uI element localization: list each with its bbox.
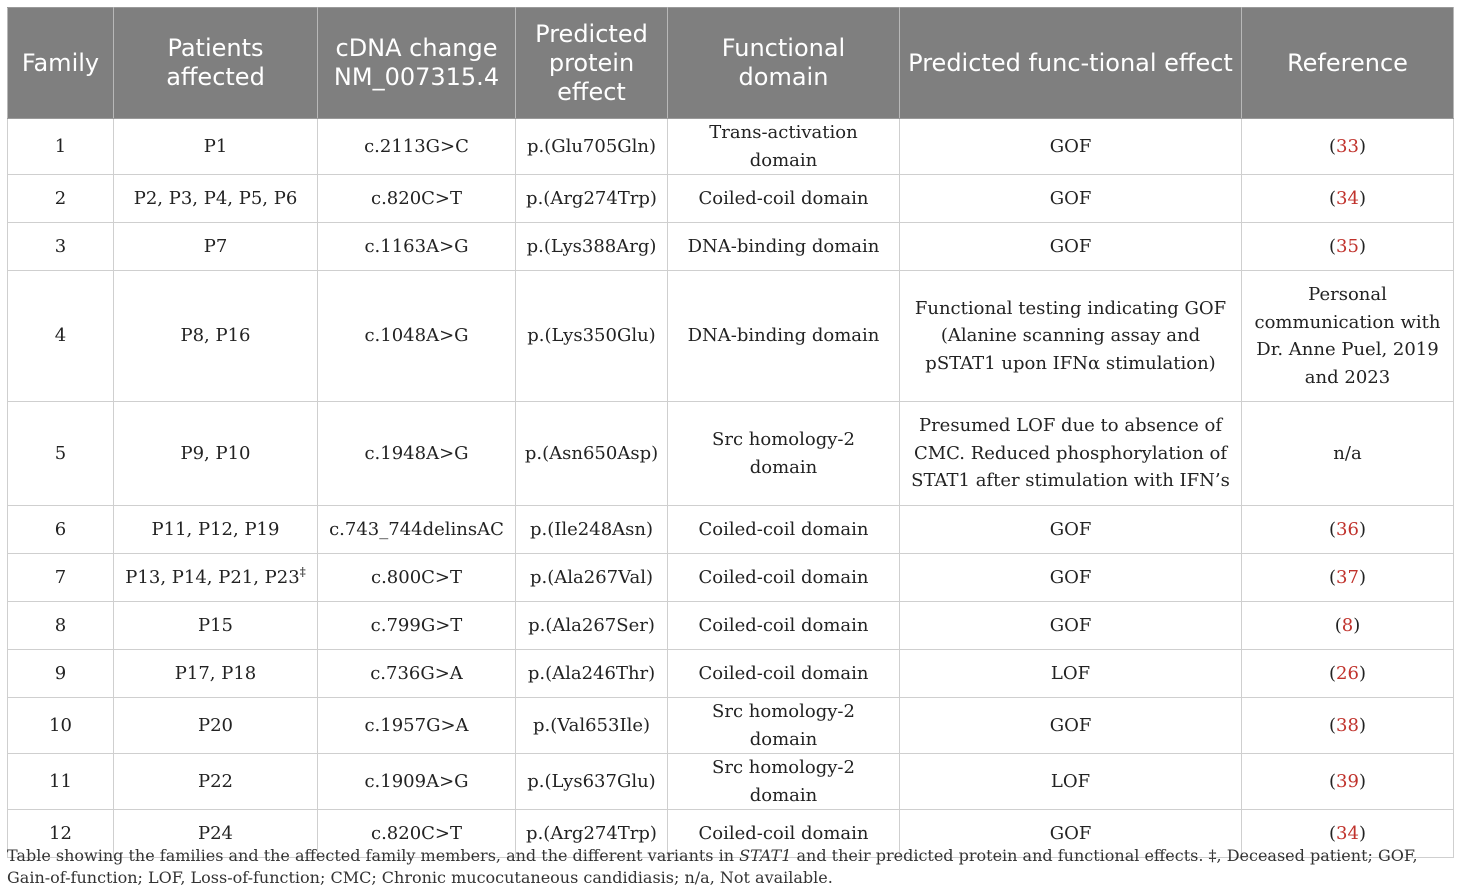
cell-domain: Coiled-coil domain bbox=[668, 810, 900, 858]
cell-protein: p.(Val653Ile) bbox=[516, 698, 668, 754]
header-cdna-change: cDNA change NM_007315.4 bbox=[318, 8, 516, 119]
cell-reference bbox=[1242, 119, 1454, 175]
reference-link[interactable]: 36 bbox=[1336, 518, 1359, 540]
cell-reference bbox=[1242, 554, 1454, 602]
cell-protein: p.(Ala246Thr) bbox=[516, 650, 668, 698]
ref-paren-open: ( bbox=[1329, 518, 1337, 540]
cell-protein: p.(Arg274Trp) bbox=[516, 175, 668, 223]
caption-part2: and their predicted protein and functional effects. ‡, Deceased patient; GOF, Gain-of-function; LOF, Loss-of-function; CMC; Chronic mucocutaneous candidiasis; n/a, Not available. bbox=[7, 846, 1418, 887]
cell-effect: GOF bbox=[900, 810, 1242, 858]
cell-protein: p.(Lys350Glu) bbox=[516, 271, 668, 402]
reference-link[interactable]: 34 bbox=[1336, 187, 1359, 209]
cell-cdna: c.1048A>G bbox=[318, 271, 516, 402]
cell-patients: P1 bbox=[114, 119, 318, 175]
cell-patients: P8, P16 bbox=[114, 271, 318, 402]
cell-domain: DNA-binding domain bbox=[668, 271, 900, 402]
ref-paren-open: ( bbox=[1329, 235, 1337, 257]
cell-patients: P24 bbox=[114, 810, 318, 858]
cell-effect: GOF bbox=[900, 698, 1242, 754]
cell-domain: Src homology-2 domain bbox=[668, 754, 900, 810]
cell-family: 6 bbox=[8, 506, 114, 554]
cell-domain: Coiled-coil domain bbox=[668, 506, 900, 554]
cell-patients: P7 bbox=[114, 223, 318, 271]
ref-paren-open: ( bbox=[1329, 662, 1337, 684]
cell-protein: p.(Arg274Trp) bbox=[516, 810, 668, 858]
cell-patients: P20 bbox=[114, 698, 318, 754]
cell-reference bbox=[1242, 223, 1454, 271]
cell-family: 9 bbox=[8, 650, 114, 698]
cell-family: 10 bbox=[8, 698, 114, 754]
reference-link[interactable]: 26 bbox=[1336, 662, 1359, 684]
cell-effect: GOF bbox=[900, 602, 1242, 650]
ref-paren-close: ) bbox=[1358, 235, 1366, 257]
table-row bbox=[8, 698, 1454, 754]
cell-patients: P11, P12, P19 bbox=[114, 506, 318, 554]
header-predicted-functional-effect: Predicted func-tional effect bbox=[900, 8, 1242, 119]
cell-reference bbox=[1242, 650, 1454, 698]
cell-protein: p.(Ala267Ser) bbox=[516, 602, 668, 650]
cell-cdna: c.820C>T bbox=[318, 810, 516, 858]
ref-paren-close: ) bbox=[1353, 614, 1361, 636]
caption-gene: STAT1 bbox=[739, 846, 792, 865]
cell-domain: Coiled-coil domain bbox=[668, 554, 900, 602]
cell-patients: P17, P18 bbox=[114, 650, 318, 698]
cell-cdna: c.799G>T bbox=[318, 602, 516, 650]
ref-paren-close: ) bbox=[1358, 822, 1366, 844]
cell-effect: GOF bbox=[900, 554, 1242, 602]
table-row bbox=[8, 602, 1454, 650]
cell-reference: Personal communication with Dr. Anne Puel, 2019 and 2023 bbox=[1242, 271, 1454, 402]
ref-paren-open: ( bbox=[1329, 714, 1337, 736]
cell-reference bbox=[1242, 175, 1454, 223]
cell-effect: Functional testing indicating GOF (Alanine scanning assay and pSTAT1 upon IFNα stimulation) bbox=[900, 271, 1242, 402]
variants-table-wrapper bbox=[7, 7, 1453, 858]
cell-reference bbox=[1242, 754, 1454, 810]
table-row bbox=[8, 506, 1454, 554]
ref-paren-open: ( bbox=[1329, 187, 1337, 209]
reference-link[interactable]: 33 bbox=[1336, 135, 1359, 157]
ref-paren-close: ) bbox=[1358, 770, 1366, 792]
reference-link[interactable]: 34 bbox=[1336, 822, 1359, 844]
cell-cdna: c.2113G>C bbox=[318, 119, 516, 175]
cell-family: 11 bbox=[8, 754, 114, 810]
cell-cdna: c.800C>T bbox=[318, 554, 516, 602]
cell-cdna: c.743_744delinsAC bbox=[318, 506, 516, 554]
caption-part1: Table showing the families and the affected family members, and the different variants in bbox=[7, 846, 740, 865]
table-row bbox=[8, 119, 1454, 175]
cell-family: 5 bbox=[8, 402, 114, 506]
header-predicted-protein-effect: Predicted protein effect bbox=[516, 8, 668, 119]
patients-text: P13, P14, P21, P23 bbox=[125, 566, 300, 588]
cell-domain: Src homology-2 domain bbox=[668, 698, 900, 754]
cell-reference bbox=[1242, 698, 1454, 754]
ref-paren-close: ) bbox=[1358, 566, 1366, 588]
cell-family: 4 bbox=[8, 271, 114, 402]
ref-paren-open: ( bbox=[1334, 614, 1342, 636]
variants-table bbox=[7, 7, 1454, 858]
header-family: Family bbox=[8, 8, 114, 119]
cell-protein: p.(Ile248Asn) bbox=[516, 506, 668, 554]
cell-effect: Presumed LOF due to absence of CMC. Reduced phosphorylation of STAT1 after stimulation with IFN’s bbox=[900, 402, 1242, 506]
cell-patients: P15 bbox=[114, 602, 318, 650]
reference-link[interactable]: 37 bbox=[1336, 566, 1359, 588]
cell-domain: DNA-binding domain bbox=[668, 223, 900, 271]
header-row bbox=[8, 8, 1454, 119]
cell-domain: Src homology-2 domain bbox=[668, 402, 900, 506]
cell-domain: Trans-activation domain bbox=[668, 119, 900, 175]
reference-link[interactable]: 8 bbox=[1341, 614, 1354, 636]
cell-protein: p.(Glu705Gln) bbox=[516, 119, 668, 175]
cell-domain: Coiled-coil domain bbox=[668, 175, 900, 223]
cell-effect: GOF bbox=[900, 506, 1242, 554]
ref-paren-open: ( bbox=[1329, 566, 1337, 588]
cell-patients: P22 bbox=[114, 754, 318, 810]
ref-paren-close: ) bbox=[1358, 662, 1366, 684]
table-row bbox=[8, 554, 1454, 602]
cell-patients: P2, P3, P4, P5, P6 bbox=[114, 175, 318, 223]
cell-effect: LOF bbox=[900, 650, 1242, 698]
cell-reference: n/a bbox=[1242, 402, 1454, 506]
table-row bbox=[8, 175, 1454, 223]
table-row bbox=[8, 754, 1454, 810]
cell-effect: LOF bbox=[900, 754, 1242, 810]
ref-paren-open: ( bbox=[1329, 135, 1337, 157]
cell-cdna: c.820C>T bbox=[318, 175, 516, 223]
cell-effect: GOF bbox=[900, 119, 1242, 175]
reference-link[interactable]: 35 bbox=[1336, 235, 1359, 257]
header-functional-domain: Functional domain bbox=[668, 8, 900, 119]
reference-link[interactable]: 39 bbox=[1336, 770, 1359, 792]
ref-paren-close: ) bbox=[1358, 518, 1366, 540]
cell-family: 8 bbox=[8, 602, 114, 650]
header-reference: Reference bbox=[1242, 8, 1454, 119]
cell-reference bbox=[1242, 602, 1454, 650]
cell-effect: GOF bbox=[900, 223, 1242, 271]
cell-protein: p.(Asn650Asp) bbox=[516, 402, 668, 506]
cell-cdna: c.1909A>G bbox=[318, 754, 516, 810]
table-row bbox=[8, 402, 1454, 506]
cell-family: 7 bbox=[8, 554, 114, 602]
cell-cdna: c.1957G>A bbox=[318, 698, 516, 754]
table-caption bbox=[7, 845, 1453, 889]
cell-cdna: c.736G>A bbox=[318, 650, 516, 698]
table-row bbox=[8, 271, 1454, 402]
cell-domain: Coiled-coil domain bbox=[668, 650, 900, 698]
cell-protein: p.(Lys637Glu) bbox=[516, 754, 668, 810]
ref-paren-close: ) bbox=[1358, 187, 1366, 209]
cell-family: 3 bbox=[8, 223, 114, 271]
cell-family: 2 bbox=[8, 175, 114, 223]
header-patients-affected: Patients affected bbox=[114, 8, 318, 119]
cell-protein: p.(Ala267Val) bbox=[516, 554, 668, 602]
cell-effect: GOF bbox=[900, 175, 1242, 223]
cell-patients bbox=[114, 554, 318, 602]
table-row bbox=[8, 650, 1454, 698]
reference-link[interactable]: 38 bbox=[1336, 714, 1359, 736]
table-row bbox=[8, 223, 1454, 271]
cell-domain: Coiled-coil domain bbox=[668, 602, 900, 650]
deceased-mark: ‡ bbox=[299, 564, 306, 579]
ref-paren-open: ( bbox=[1329, 822, 1337, 844]
cell-cdna: c.1163A>G bbox=[318, 223, 516, 271]
cell-patients: P9, P10 bbox=[114, 402, 318, 506]
ref-paren-close: ) bbox=[1358, 135, 1366, 157]
cell-reference bbox=[1242, 506, 1454, 554]
ref-paren-close: ) bbox=[1358, 714, 1366, 736]
cell-family: 1 bbox=[8, 119, 114, 175]
cell-cdna: c.1948A>G bbox=[318, 402, 516, 506]
cell-family: 12 bbox=[8, 810, 114, 858]
cell-protein: p.(Lys388Arg) bbox=[516, 223, 668, 271]
ref-paren-open: ( bbox=[1329, 770, 1337, 792]
